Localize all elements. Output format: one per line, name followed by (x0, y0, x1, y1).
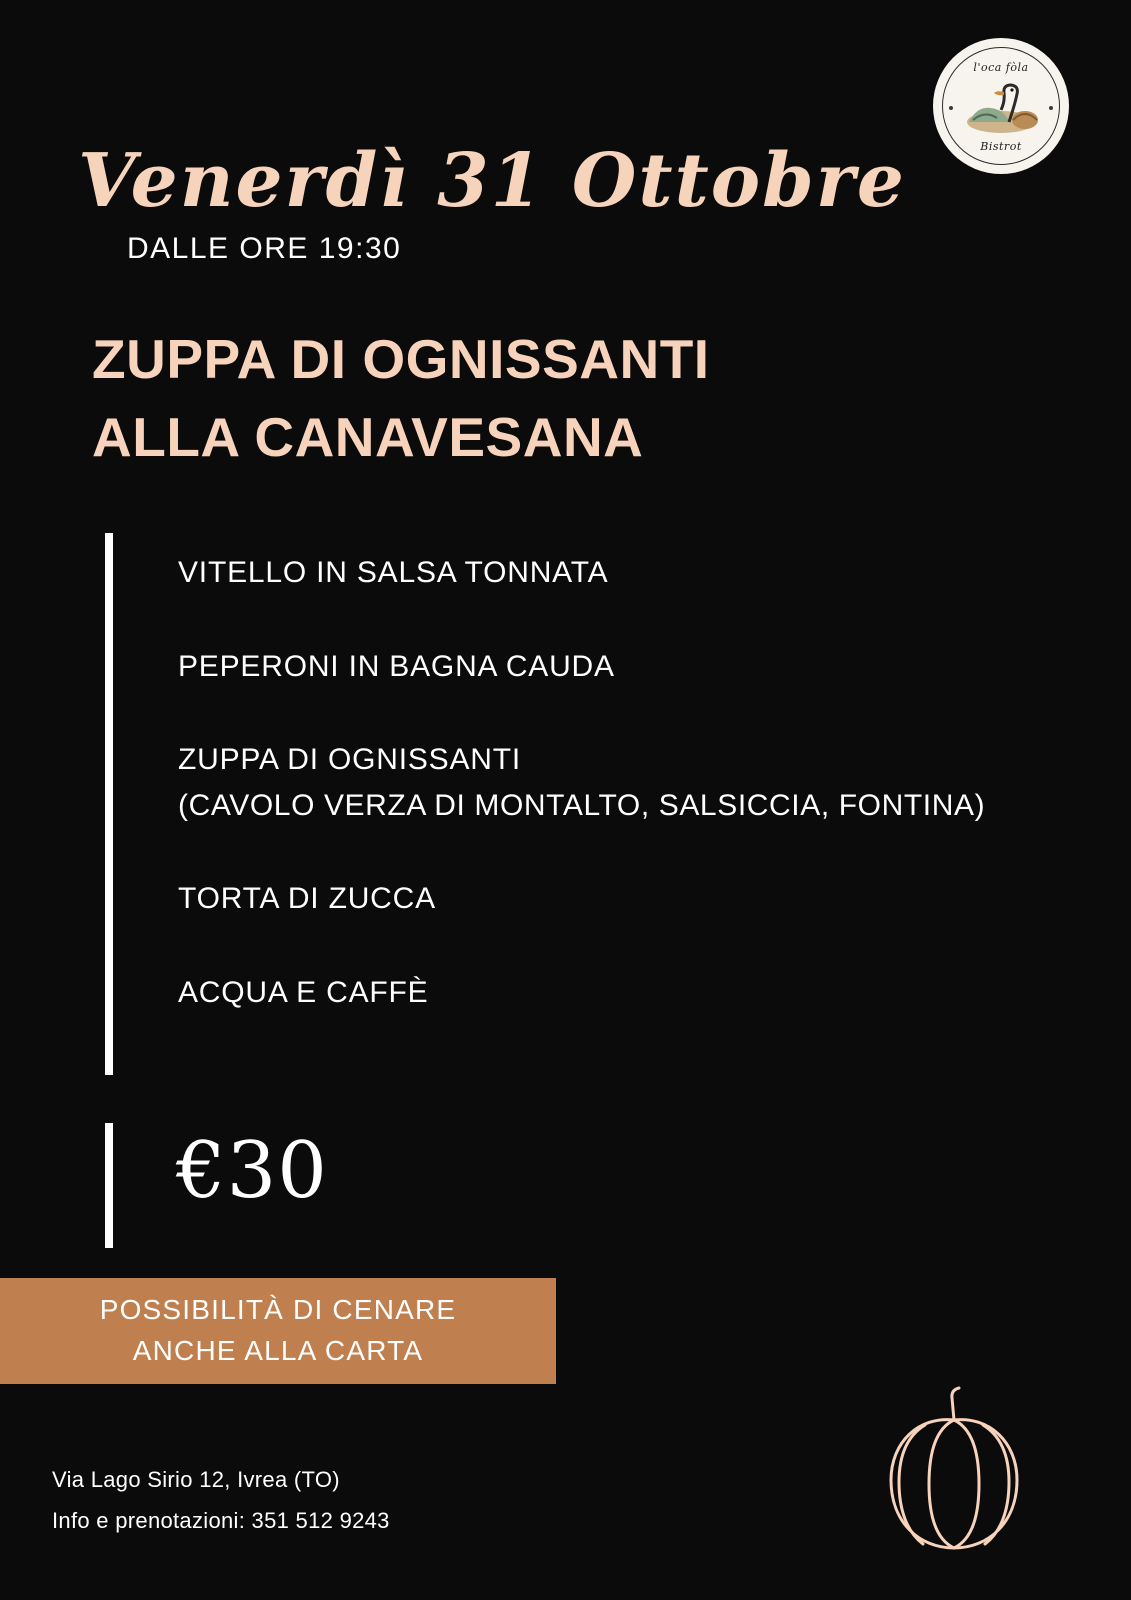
menu-item (178, 970, 1098, 1016)
event-time: DALLE ORE 19:30 (127, 232, 402, 265)
price-accent-bar (105, 1123, 113, 1248)
event-title-line2: ALLA CANAVESANA (92, 406, 644, 469)
menu-item-name: PEPERONI IN BAGNA CAUDA (178, 649, 615, 683)
menu-item (178, 644, 1098, 690)
menu-item-description: (CAVOLO VERZA DI MONTALTO, SALSICCIA, FONTINA) (178, 788, 986, 822)
menu-item-name: VITELLO IN SALSA TONNATA (178, 556, 609, 589)
menu-item-name: ACQUA E CAFFÈ (178, 975, 429, 1009)
banner-line-1: POSSIBILITÀ DI CENARE (99, 1294, 457, 1326)
goose-illustration-icon (957, 80, 1045, 136)
footer-address: Via Lago Sirio 12, Ivrea (TO) (52, 1467, 340, 1492)
footer-contact: Info e prenotazioni: 351 512 9243 (52, 1507, 390, 1533)
menu-item (178, 876, 1098, 922)
restaurant-logo (933, 38, 1069, 174)
menu-item (178, 737, 1098, 828)
a-la-carte-banner (0, 1278, 556, 1384)
menu-item (178, 550, 1098, 596)
menu-list (178, 550, 1098, 1016)
menu-item-name: TORTA DI ZUCCA (178, 882, 436, 916)
logo-dot-right (1049, 106, 1053, 110)
logo-inner-ring (942, 47, 1060, 165)
event-date: Venerdì 31 Ottobre (78, 138, 906, 224)
price-value: €30 (176, 1126, 328, 1216)
logo-top-text: l'oca fòla (973, 61, 1029, 74)
menu-accent-bar (105, 533, 113, 1075)
menu-item-name: ZUPPA DI OGNISSANTI (178, 743, 522, 777)
event-title-line1: ZUPPA DI OGNISSANTI (92, 328, 710, 390)
event-title (92, 320, 992, 476)
logo-dot-left (949, 106, 953, 110)
logo-bottom-text: Bistrot (980, 140, 1022, 153)
banner-line-2: ANCHE ALLA CARTA (132, 1335, 424, 1366)
footer (52, 1460, 390, 1541)
pumpkin-icon (849, 1380, 1059, 1560)
